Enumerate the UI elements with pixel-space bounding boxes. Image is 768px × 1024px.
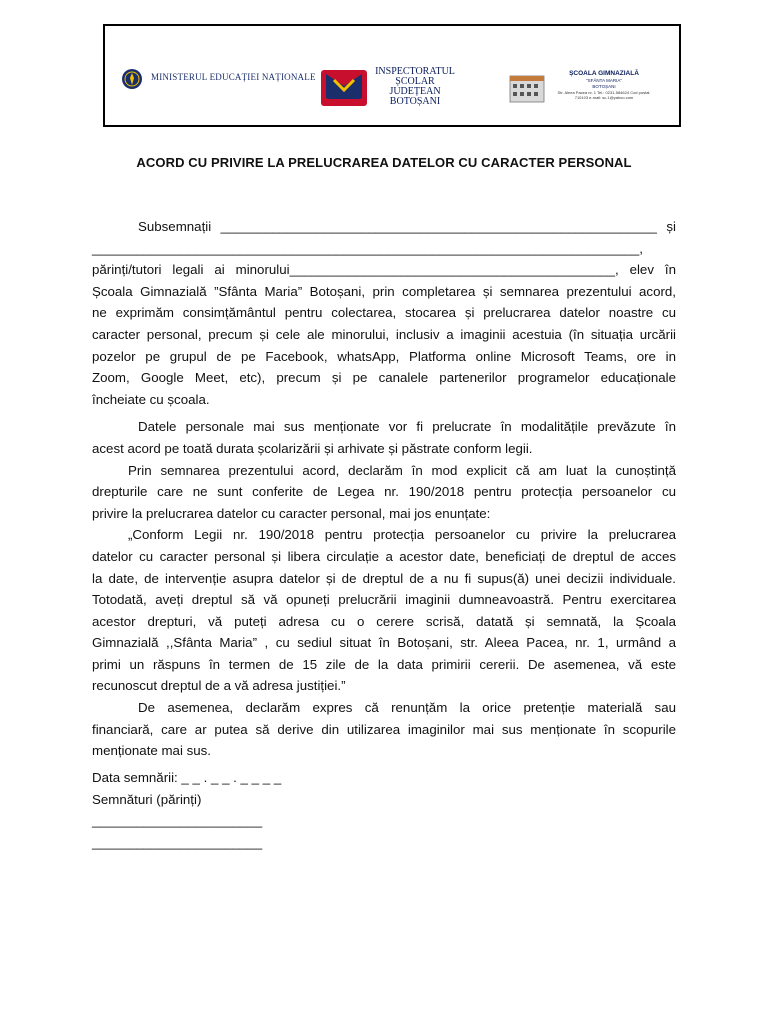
paragraph-data-processing [92, 416, 676, 459]
school-name-block [554, 70, 654, 100]
school-logo [508, 70, 658, 110]
inspectorate-line-3: JUDEȚEAN [389, 86, 441, 97]
text-line: caracter personal, precum și cele ale minorului, inclusiv a imaginii acestuia (în situația urcării [92, 326, 676, 342]
paragraph-waiver [92, 697, 676, 762]
inspectorate-crest-icon [320, 68, 368, 108]
school-building-icon [508, 70, 546, 104]
text-line: pozelor pe grupul de pe Facebook, whatsApp, Platforma online Microsoft Teams, ore in [92, 348, 676, 364]
school-contact: Str. Aleea Pacea nr. 1 Tel.: 0231-584624 Cod poștal: 710103 e-mail: sc.1@yahoo.com [557, 90, 651, 100]
text-line: Prin semnarea prezentului acord, declarăm în mod explicit că am luat la cunoștință [128, 462, 676, 478]
document-body [92, 216, 676, 762]
text-line: acestor drepturi, vă puteți adresa cu o cerere scrisă, datată și semnată, la Școala [92, 613, 676, 629]
header-logos-box [103, 24, 681, 127]
signature-block [92, 767, 281, 853]
inspectorate-line-1: INSPECTORATUL [375, 66, 455, 77]
text-line: drepturile care ne sunt conferite de Legea nr. 190/2018 pentru protecția persoanelor cu [92, 484, 676, 500]
paragraph-consent [92, 216, 676, 410]
inspectorate-name [370, 67, 460, 107]
ministry-logo [121, 68, 316, 90]
school-city: BOTOȘANI [592, 84, 616, 89]
paragraph-law-quote [92, 524, 676, 697]
paragraph-rights [92, 460, 676, 525]
text-line: încheiate cu școala. [92, 391, 210, 407]
text-line: la date, de intervenție asupra datelor și de dreptul de a nu fi supus(ă) unei decizii individuale. [92, 570, 676, 586]
text-line: De asemenea, declarăm expres că renunțăm la orice pretenție materială sau [138, 700, 676, 716]
text-line: Subsemnații ___________________________________________________________ și [138, 219, 676, 234]
signature-line: _______________________ [92, 813, 263, 829]
text-line: menționate mai sus. [92, 743, 211, 759]
text-line: părinți/tutori legali ai minorului____________________________________________, elev în [92, 262, 676, 278]
signature-date: Data semnării: _ _ . _ _ . _ _ _ _ [92, 770, 282, 785]
school-name: ȘCOALA GIMNAZIALĂ [569, 70, 639, 77]
text-line: Gimnazială ,,Sfânta Maria” , cu sediul situat în Botoșani, str. Aleea Pacea, nr. 1, urmând a [92, 635, 676, 651]
text-line: Școala Gimnazială ”Sfânta Maria” Botoșani, prin completarea și semnarea prezentului acord, [92, 283, 676, 299]
text-line: recunoscut dreptul de a vă adresa justiției.” [92, 678, 346, 694]
ministry-name: MINISTERUL EDUCAȚIEI NAȚIONALE [151, 72, 316, 82]
inspectorate-line-2: ȘCOLAR [395, 76, 435, 87]
text-line: Totodată, aveți dreptul să vă opuneți prelucrării imaginii dumneavoastră. Pentru exercitarea [92, 592, 676, 608]
text-line: Zoom, Google Meet, etc), precum și pe canalele partenerilor programelor educaționale [92, 370, 676, 386]
ministry-seal-icon [121, 68, 143, 90]
signature-line: _______________________ [92, 834, 263, 850]
text-line: datelor cu caracter personal și libera circulație a acestor date, beneficiați de dreptul de acces [92, 548, 676, 564]
text-line: privire la prelucrarea datelor cu caracter personal, mai jos enunțate: [92, 505, 491, 521]
text-line: acest acord pe toată durata școlarizării și arhivate și păstrate conform legii. [92, 440, 533, 456]
inspectorate-line-4: BOTOȘANI [389, 96, 441, 107]
text-line: financiară, care ar putea să derive din utilizarea imaginilor mai sus menționate în scopurile [92, 721, 676, 737]
signatures-label: Semnături (părinți) [92, 791, 202, 807]
text-line: primi un răspuns în termen de 15 zile de la data primirii cererii. De asemenea, vă este [92, 656, 676, 672]
text-line: „Conform Legii nr. 190/2018 pentru protecția persoanelor cu privire la prelucrarea [128, 527, 676, 543]
text-line: ne exprimăm consimțământul pentru colectarea, stocarea și prelucrarea datelor noastre cu [92, 305, 676, 321]
school-subname: "SFÂNTA MARIA" [586, 78, 622, 83]
document-title: ACORD CU PRIVIRE LA PRELUCRAREA DATELOR CU CARACTER PERSONAL [136, 155, 632, 170]
inspectorate-logo [320, 66, 455, 108]
text-line: __________________________________________________________________________, [92, 240, 643, 256]
text-line: Datele personale mai sus menționate vor fi prelucrate în modalitățile prevăzute în [138, 419, 676, 435]
